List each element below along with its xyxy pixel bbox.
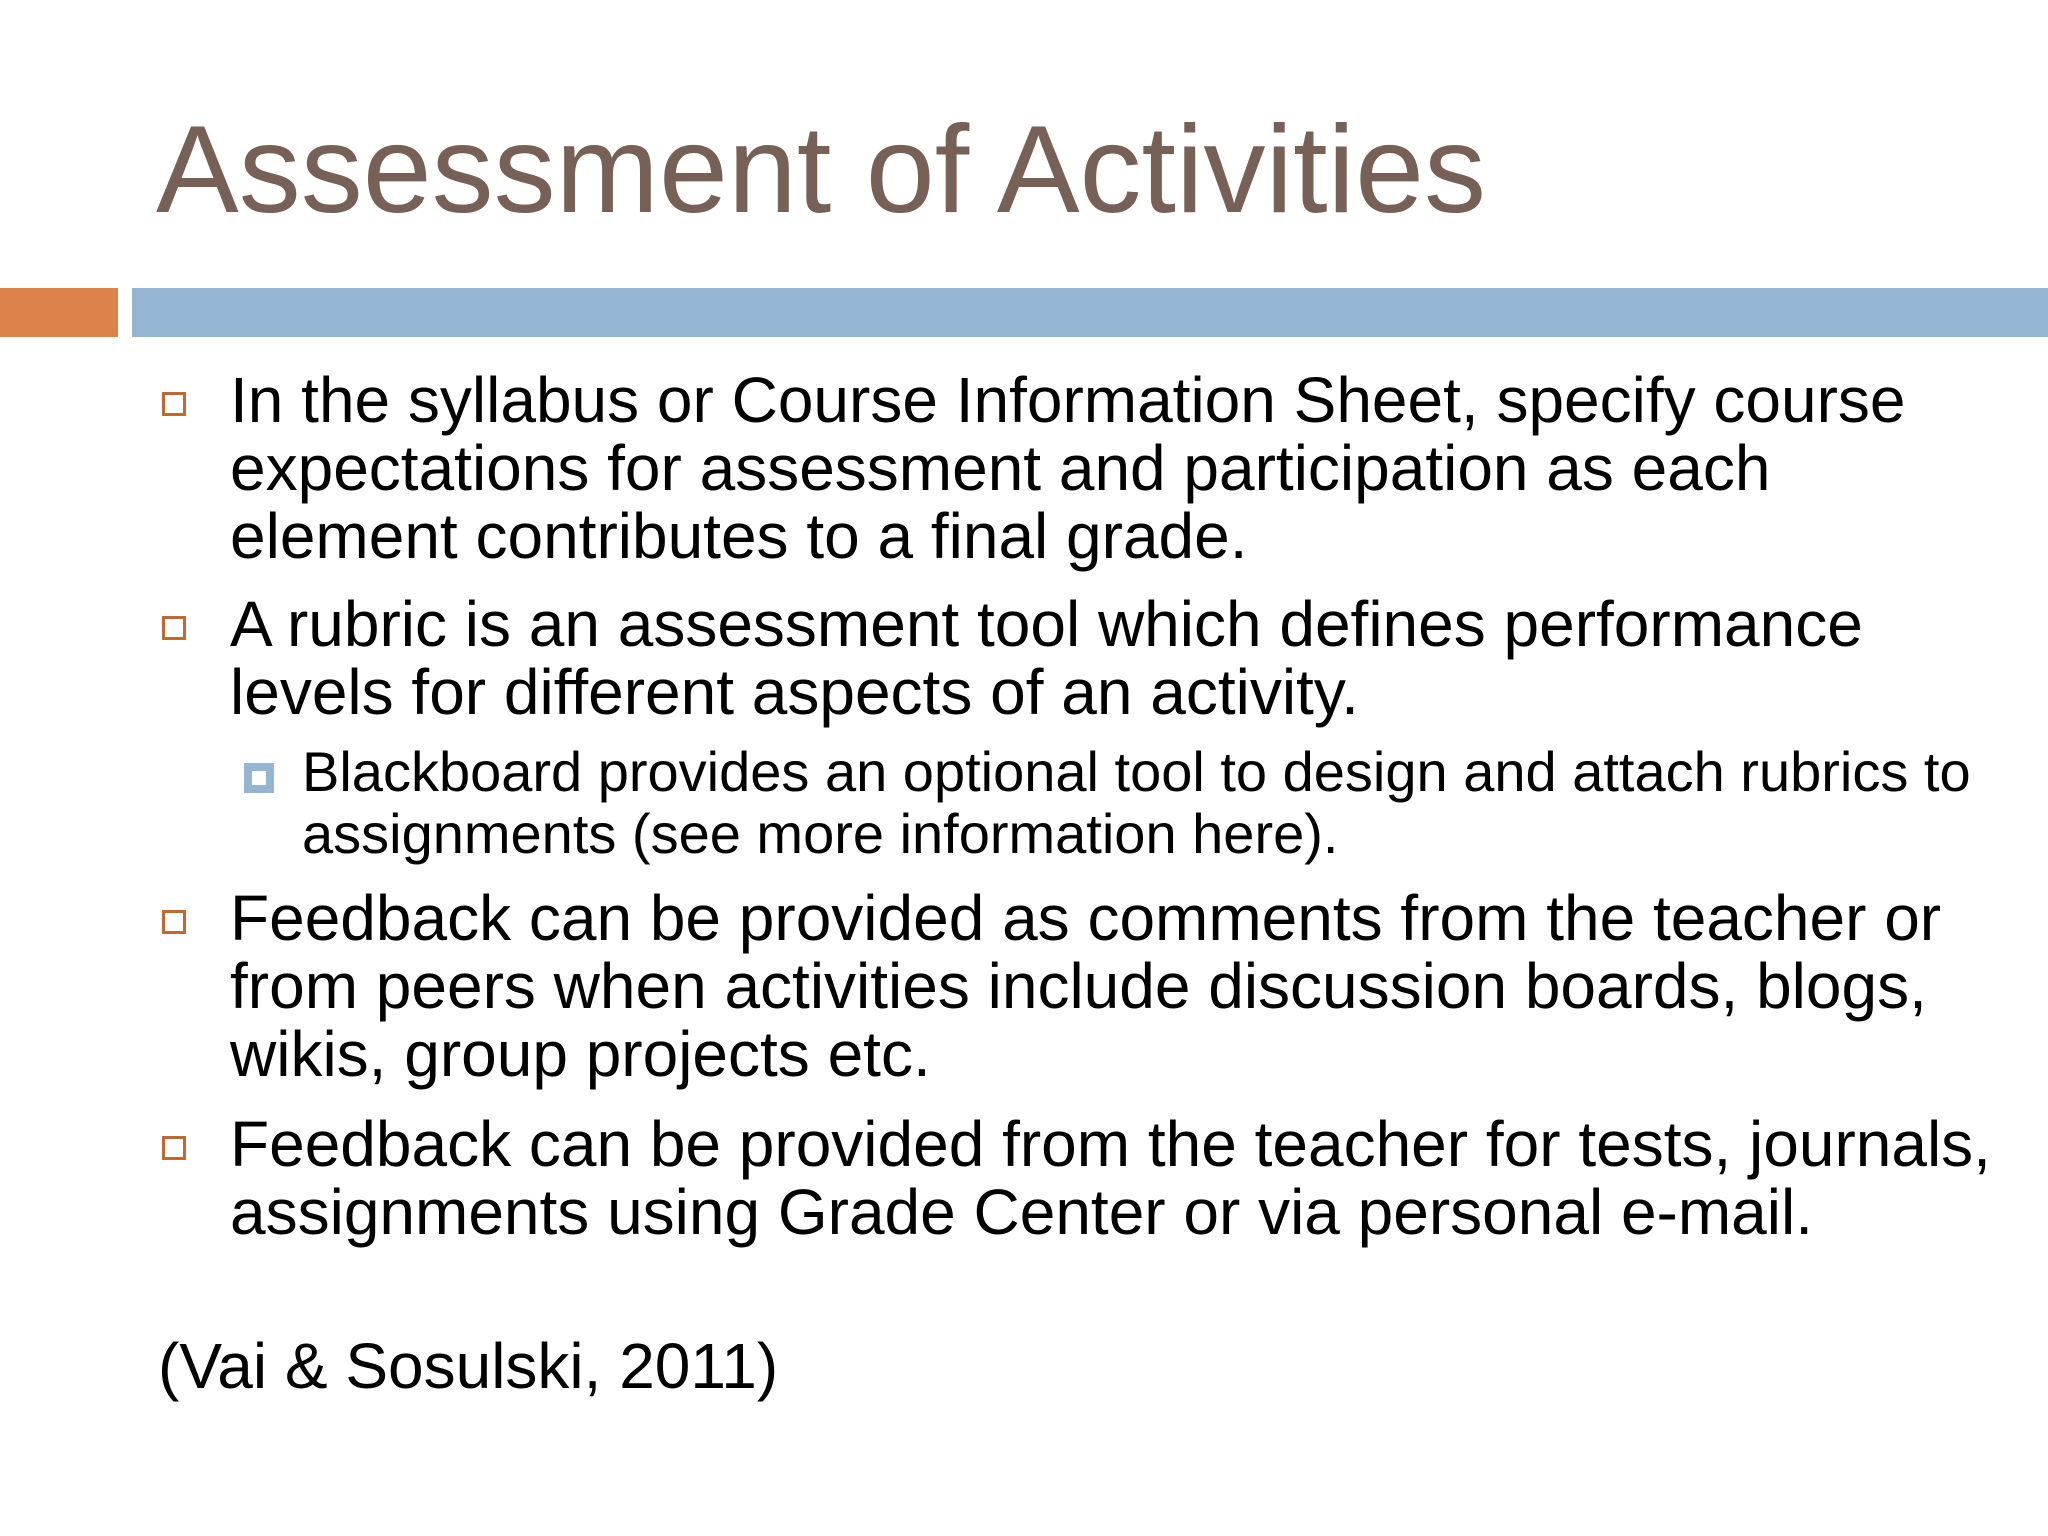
sub-list-item: Blackboard provides an optional tool to design and attach rubrics to assignments (see more information here). [302,740,1971,865]
square-bullet-icon [162,392,186,416]
list-item: Feedback can be provided as comments from the teacher or from peers when activities include discussion boards, blogs, wikis, group projects etc. [230,882,1942,1090]
slide-title: Assessment of Activities [156,101,1487,239]
square-bullet-icon [162,910,186,934]
title-divider-bar [132,288,2048,337]
square-bullet-icon [162,616,186,640]
citation: (Vai & Sosulski, 2011) [158,1330,779,1402]
list-item: In the syllabus or Course Information Sheet, specify course expectations for assessment and participation as each element contributes to a final grade. [230,364,1906,572]
list-item: A rubric is an assessment tool which defines performance levels for different aspects of an activity. [230,588,1863,728]
list-item: Feedback can be provided from the teacher for tests, journals, assignments using Grade Center or via personal e-mail. [230,1108,1991,1248]
filled-square-bullet-icon [244,763,274,793]
square-bullet-icon [162,1136,186,1160]
title-accent-bar [0,288,118,337]
